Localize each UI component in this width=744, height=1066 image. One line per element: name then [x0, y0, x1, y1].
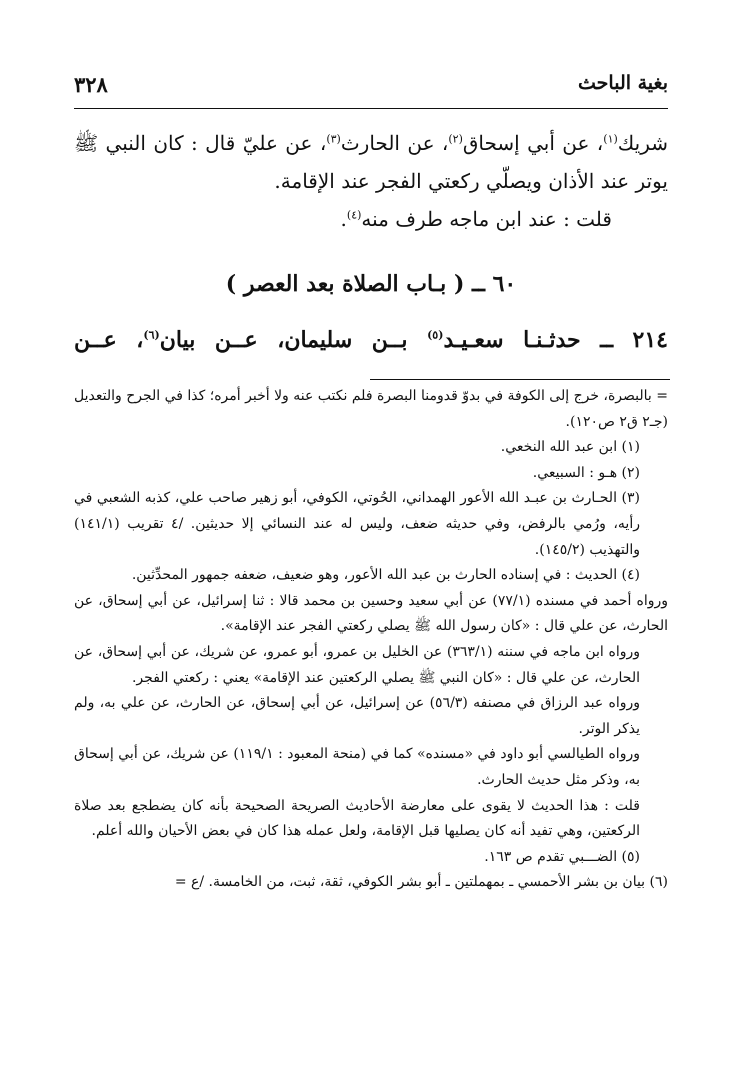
footnote-2: (٢) هـو : السبيعي. — [532, 464, 640, 481]
hadith-214-start — [74, 320, 668, 360]
footnote-4: (٤) الحديث : في إسناده الحارث بن عبد الله الأعور، وهو ضعيف، ضعفه جمهور المحدِّثين. — [131, 567, 640, 584]
text-segment: ٢١٤ ــ حدثـنـا سعـيـد — [443, 327, 668, 353]
footnote-4-tayalisi: ورواه الطيالسي أبو داود في «مسنده» كما في (منحة المعبود : ١١٩/١) عن شريك، عن أبي إسحاق به، وذكر مثل حديث الحارث. — [74, 746, 640, 788]
running-header — [74, 72, 668, 102]
header-divider — [74, 108, 668, 109]
footnote-ref-6: (٦) — [143, 328, 160, 342]
text-segment: شريك — [617, 131, 669, 155]
text-segment: ، عن أبي إسحاق — [462, 131, 604, 155]
hadith-continuation-paragraph — [74, 124, 668, 200]
footnote-ref-4: (٤) — [346, 208, 362, 222]
footnote-5: (٥) الضـــبي تقدم ص ١٦٣. — [484, 848, 640, 865]
footnote-continued: = بالبصرة، خرج إلى الكوفة في بدوّ قدومنا البصرة فلم نكتب عنه ولا أخبر أمره؛ كذا في الجرح والتعديل (جـ٢ ق٢ ص١٢٠). — [74, 388, 668, 430]
footnotes — [74, 384, 668, 896]
author-comment-paragraph — [74, 200, 668, 238]
footnote-4-comment: قلت : هذا الحديث لا يقوى على معارضة الأحاديث الصريحة الصحيحة بأنه كان يضطجع بعد صلاة الركعتين، وهي تفيد أنه كان يصليها قبل الإقامة، ولعل عمله هذا كان في بعض الأحيان والله أعلم. — [74, 797, 640, 840]
footnote-ref-3: (٣) — [326, 132, 341, 146]
text-segment: ، عــن — [74, 327, 144, 353]
main-text — [74, 124, 668, 238]
text-segment: ، عن الحارث — [340, 131, 449, 155]
page-number: ٣٢٨ — [74, 72, 108, 97]
running-title: بغية الباحث — [578, 72, 668, 94]
footnote-ref-2: (٢) — [448, 132, 463, 146]
footnote-4-abdurrazzaq: ورواه عبد الرزاق في مصنفه (٥٦/٣) عن إسرائيل، عن أبي إسحاق، عن الحارث، عن علي به، ولم يذكر الوتر. — [74, 695, 641, 737]
text-segment: بــن سليمان، عــن بيان — [159, 327, 428, 353]
chapter-heading: ٦٠ ــ ( بـاب الصلاة بعد العصر ) — [225, 271, 517, 297]
footnote-4-ahmad: ورواه أحمد في مسنده (٧٧/١) عن أبي سعيد وحسين بن محمد قالا : ثنا إسرائيل، عن أبي إسحاق، عن الحارث، عن علي قال : «كان رسول الله ﷺ يصلي ركعتي الفجر عند الإقامة». — [74, 592, 668, 635]
text-segment: قلت : عند ابن ماجه طرف منه — [361, 207, 612, 231]
footnote-divider — [370, 379, 670, 380]
footnote-ref-5: (٥) — [427, 328, 444, 342]
footnote-6: (٦) بيان بن بشر الأحمسي ـ بمهملتين ـ أبو بشر الكوفي، ثقة، ثبت، من الخامسة. /ع = — [174, 874, 668, 891]
footnote-3: (٣) الحـارث بن عبـد الله الأعور الهمداني، الحُوتي، الكوفي، أبو زهير صاحب علي، كذبه الشعبي في رأيه، ورُمي بالرفض، وفي حديثه ضعف، وليس له عند النسائي إلا حديثين. /٤ تقريب (١٤١/١) والتهذيب (١٤٥/٢). — [74, 490, 640, 558]
footnote-ref-1: (١) — [603, 132, 618, 146]
text-segment: ، عن عليّ قال : كان النبي ﷺ يوتر عند الأذان ويصلّي ركعتي الفجر عند الإقامة. — [74, 131, 668, 193]
footnote-4-ibn-majah: ورواه ابن ماجه في سننه (٣٦٣/١) عن الخليل بن عمرو، أبو عمرو، عن شريك، عن أبي إسحاق، عن الحارث، عن علي قال : «كان النبي ﷺ يصلي الركعتين عند الإقامة» يعني : ركعتي الفجر. — [74, 643, 640, 686]
text-segment: . — [340, 207, 347, 231]
footnote-1: (١) ابن عبد الله النخعي. — [500, 439, 640, 456]
